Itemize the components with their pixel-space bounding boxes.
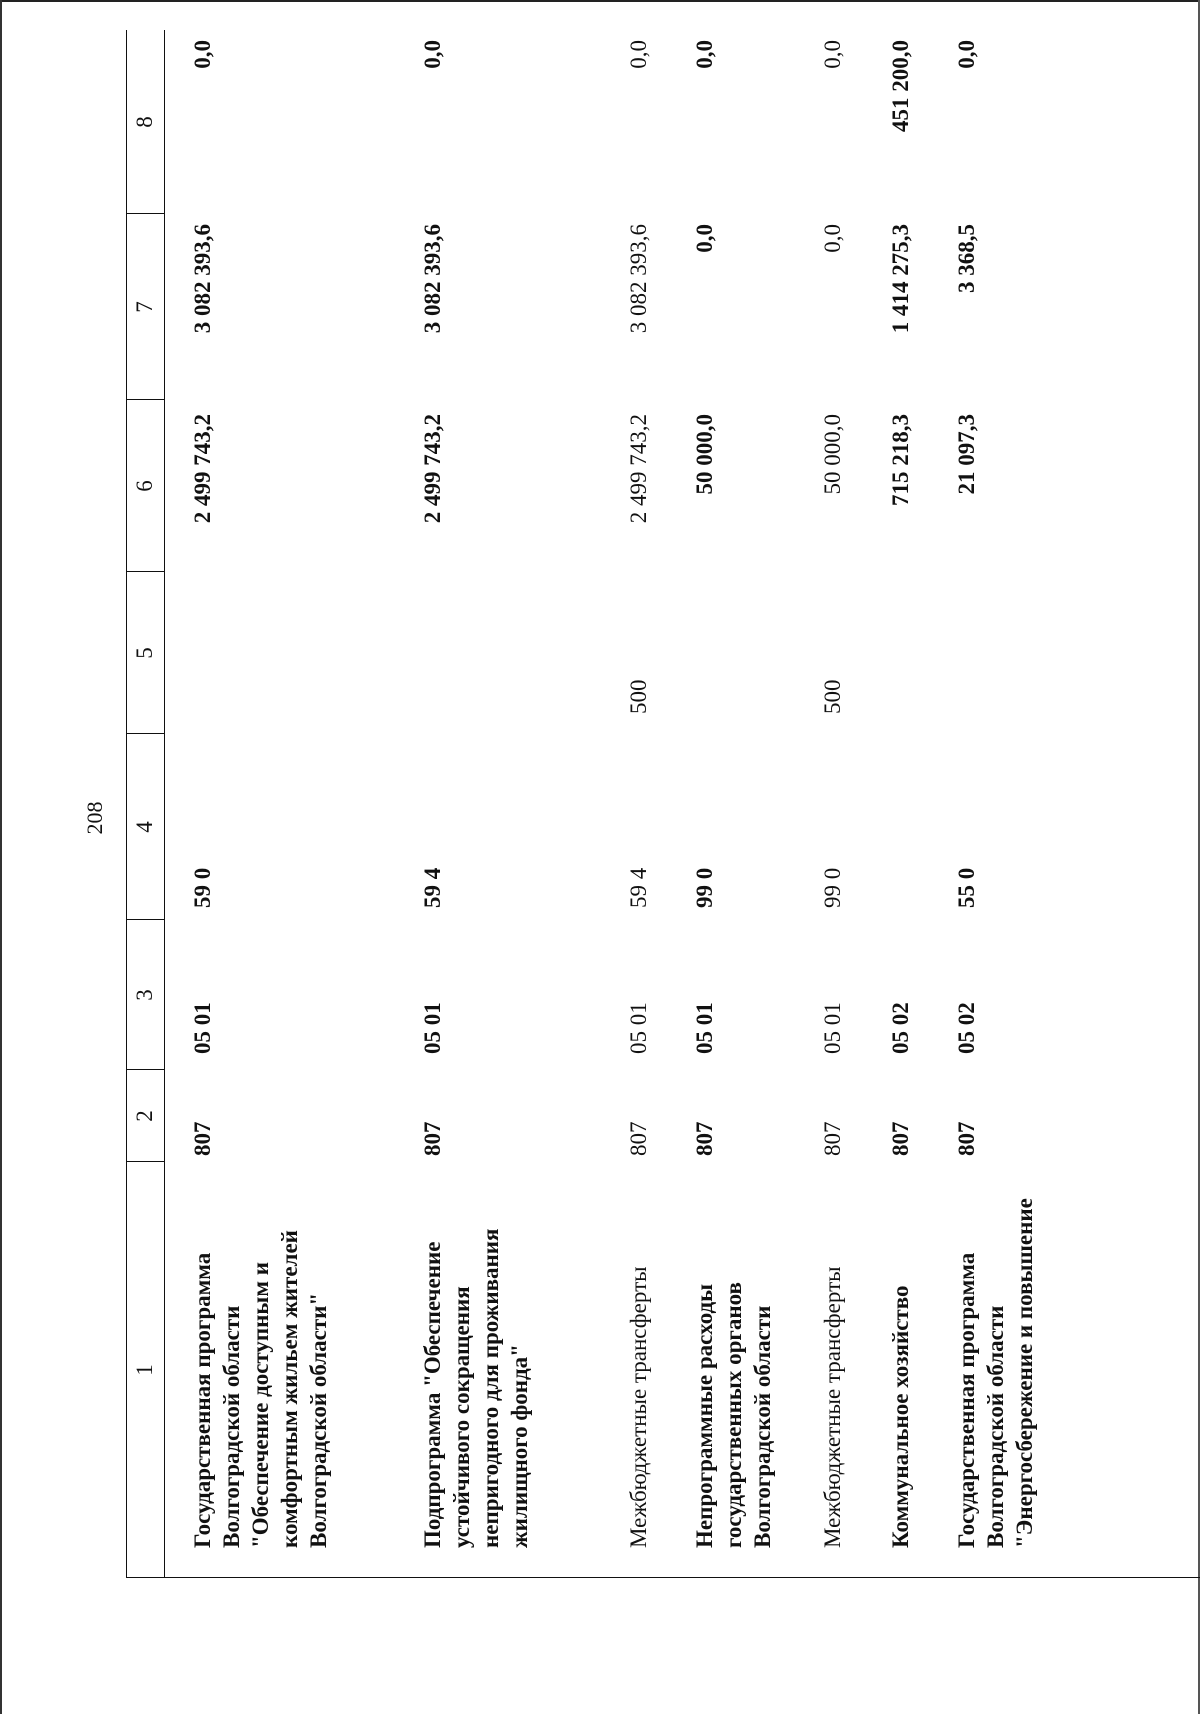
row-5-c8: 0,0: [820, 40, 845, 69]
row-4-c3: 05 01: [692, 1002, 717, 1054]
row-7-c2: 807: [954, 1121, 979, 1156]
row-1-c4: 59 0: [190, 867, 215, 908]
table-header-border: [164, 30, 165, 1578]
row-1-c6: 2 499 743,2: [190, 414, 215, 524]
row-6-name: Коммунальное хозяйство: [888, 1285, 913, 1548]
row-6-c8: 451 200,0: [888, 40, 913, 132]
row-7-c4: 55 0: [954, 867, 979, 908]
row-3-c2: 807: [626, 1121, 651, 1156]
page-number: 208: [82, 801, 107, 835]
row-6-c3: 05 02: [888, 1002, 913, 1054]
table-top-border: [126, 30, 127, 1578]
row-2-c8: 0,0: [420, 40, 445, 69]
row-4-c2: 807: [692, 1121, 717, 1156]
col-header-5: 5: [132, 647, 157, 659]
col-header-3: 3: [132, 989, 157, 1001]
row-5-c5: 500: [820, 679, 845, 714]
row-2-name: Подпрограмма "Обеспечение устойчивого сокращения непригодного для проживания жилищного фонда": [420, 1228, 532, 1548]
row-1-name: Государственная программа Волгоградской области "Обеспечение доступным и комфортным жильем жителей Волгоградской области": [190, 1230, 331, 1548]
row-2-c4: 59 4: [420, 867, 445, 908]
row-4-c7: 0,0: [692, 224, 717, 253]
row-5-c3: 05 01: [820, 1002, 845, 1054]
row-3-c8: 0,0: [626, 40, 651, 69]
row-5-c2: 807: [820, 1121, 845, 1156]
row-3-c3: 05 01: [626, 1002, 651, 1054]
header-separator: [126, 733, 164, 734]
row-5-c4: 99 0: [820, 867, 845, 908]
row-4-name: Непрограммные расходы государственных органов Волгоградской области: [692, 1282, 775, 1548]
row-5-c6: 50 000,0: [820, 414, 845, 495]
col-header-6: 6: [132, 480, 157, 492]
row-3-c7: 3 082 393,6: [626, 224, 651, 334]
row-3-name: Межбюджетные трансферты: [626, 1266, 651, 1548]
row-2-c3: 05 01: [420, 1002, 445, 1054]
header-separator: [126, 919, 164, 920]
header-separator: [126, 213, 164, 214]
header-separator: [126, 1069, 164, 1070]
row-2-c7: 3 082 393,6: [420, 224, 445, 334]
row-6-c2: 807: [888, 1121, 913, 1156]
col-header-7: 7: [132, 301, 157, 313]
header-separator: [126, 571, 164, 572]
row-1-c7: 3 082 393,6: [190, 224, 215, 334]
row-6-c6: 715 218,3: [888, 414, 913, 506]
header-separator: [126, 1161, 164, 1162]
row-4-c4: 99 0: [692, 867, 717, 908]
row-5-name: Межбюджетные трансферты: [820, 1266, 845, 1548]
row-1-c8: 0,0: [190, 40, 215, 69]
table-left-border: [126, 1577, 1200, 1578]
row-4-c8: 0,0: [692, 40, 717, 69]
row-7-c6: 21 097,3: [954, 414, 979, 495]
row-5-c7: 0,0: [820, 224, 845, 253]
col-header-4: 4: [132, 821, 157, 833]
row-7-c8: 0,0: [954, 40, 979, 69]
row-3-c6: 2 499 743,2: [626, 414, 651, 524]
row-1-c2: 807: [190, 1121, 215, 1156]
row-6-c7: 1 414 275,3: [888, 224, 913, 334]
row-4-c6: 50 000,0: [692, 414, 717, 495]
col-header-8: 8: [132, 116, 157, 128]
row-3-c4: 59 4: [626, 867, 651, 908]
row-7-c7: 3 368,5: [954, 224, 979, 293]
col-header-1: 1: [132, 1364, 157, 1376]
row-7-c3: 05 02: [954, 1002, 979, 1054]
row-2-c2: 807: [420, 1121, 445, 1156]
header-separator: [126, 399, 164, 400]
col-header-2: 2: [132, 1110, 157, 1122]
row-7-name: Государственная программа Волгоградской области "Энергосбережение и повышение: [954, 1198, 1037, 1548]
row-3-c5: 500: [626, 679, 651, 714]
row-2-c6: 2 499 743,2: [420, 414, 445, 524]
row-1-c3: 05 01: [190, 1002, 215, 1054]
